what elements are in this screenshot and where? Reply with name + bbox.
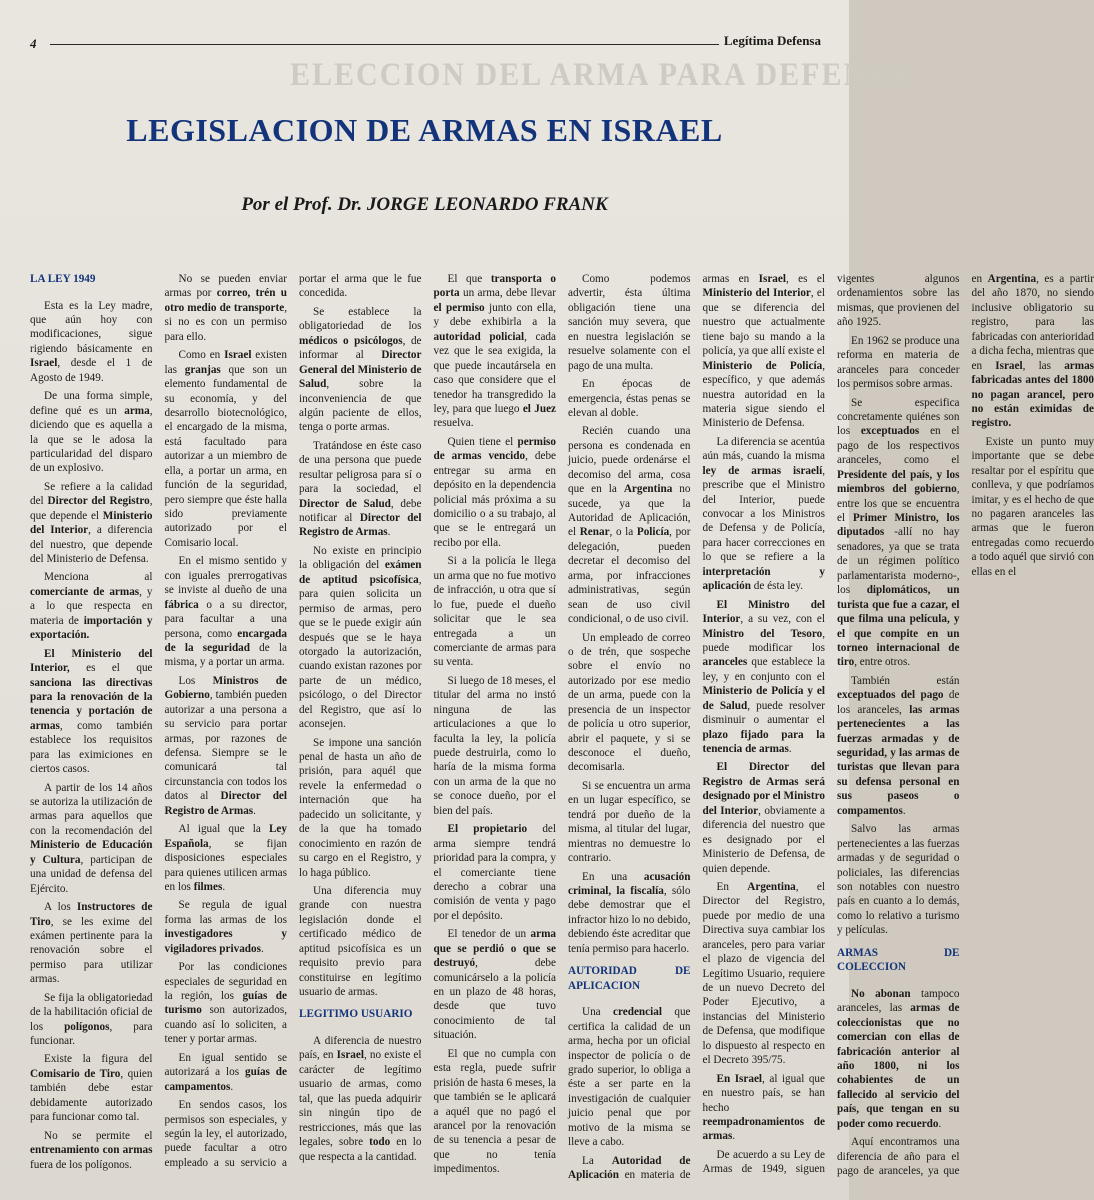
paragraph: No se pueden enviar armas por correo, trén u otro medio de transporte, si no es con un permiso para ello. <box>164 273 287 343</box>
paragraph: El Director del Registro de Armas será designado por el Ministro del Interior, obviamente a diferencia del nuestro que es designado por el Ministerio de Defensa, de quien depende. <box>702 761 826 875</box>
paragraph: En 1962 se produce una reforma en materia de aranceles para conceder los permisos sobre armas. <box>837 334 960 391</box>
paragraph: Como podemos advertir, ésta última obligación tiene una sanción muy severa, que en nuestra legislación se resuelve solamente con el pago de una multa. <box>568 273 691 372</box>
paragraph: El que no cumpla con esta regla, puede sufrir prisión de hasta 6 meses, la que también se le aplicará a aquél que no pagó el arancel por la renovación de su tenencia a pesar de que no tenía impedimentos. <box>433 1047 556 1176</box>
paragraph: Tratándose en éste caso de una persona que puede resultar peligrosa para sí o para la sociedad, el Director de Salud, debe notificar al Director del Registro de Armas. <box>299 439 422 539</box>
paragraph: Por las condiciones especiales de seguridad en la región, los guías de turismo son autorizados, cuando así lo soliciten, a tener y portar armas. <box>164 961 287 1046</box>
section-heading: ARMAS DE COLECCION <box>837 946 960 974</box>
paragraph: En épocas de emergencia, éstas penas se elevan al doble. <box>568 378 691 419</box>
paragraph: De acuerdo a su Ley de Armas de 1949, siguen vigentes algunos ordenamientos sobre las mismas, que provienen del año 1925. <box>702 273 960 1176</box>
paragraph: Existe un punto muy importante que se debe resaltar por el espíritu que conlleva, y que podríamos imitar, y es el hecho de que no pagaren aranceles las armas que le fueron entregadas como recuerdo a todo aquél que sirvió con ellas en el <box>971 435 1094 578</box>
section-heading: LEGITIMO USUARIO <box>299 1008 413 1021</box>
paragraph: No abonan tampoco aranceles, las armas de coleccionistas que no comercian con ellas de fabricación anterior al año 1800, ni los cohabientes de un fallecido al servicio del país, que tengan en su poder como recuerdo. <box>837 987 960 1130</box>
paragraph: A diferencia de nuestro país, en Israel, no existe el carácter de legítimo usuario de armas, como tal, que las pueda adquirir sin ningún tipo de restricciones, más que las legales, sobre todo en lo que respecta a la cantidad. <box>299 1035 422 1163</box>
section-heading: LA LEY 1949 <box>30 273 96 285</box>
paragraph: La diferencia se acentúa aún más, cuando la misma ley de armas israelí, prescribe que el Ministro del Interior, puede convocar a los Ministros de Defensa y de Policía, para hacer correcciones en lo que se refiere a la interpretación y aplicación de ésta ley. <box>702 435 825 593</box>
paragraph: Se fija la obligatoriedad de la habilitación oficial de los polígonos, para funcionar. <box>30 991 153 1047</box>
paragraph: A los Instructores de Tiro, se les exime del exámen pertinente para la renovación sobre el permiso para utilizar armas. <box>30 901 153 986</box>
paragraph: Al igual que la Ley Española, se fijan disposiciones especiales para quienes utilicen armas en los filmes. <box>164 823 287 893</box>
paragraph: El tenedor de un arma que se perdió o que se destruyó, debe comunicárselo a la policía en un plazo de 48 horas, desde que tuvo conocimiento de tal situación. <box>433 928 556 1042</box>
section-heading: AUTORIDAD DE APLICACION <box>568 965 691 992</box>
paragraph: Se especifica concretamente quiénes son los exceptuados en el pago de los respectivos aranceles, como el Presidente del país, y los miembros del gobierno, entre los que se encuentra el Primer Ministro, los diputados -allí no hay senadores, ya que se trata de un régimen político parlamentarista moderno-, los diplomáticos, un turista que fue a cazar, el que filma una película, y el que compite en un torneo internacional de tiro, entre otros. <box>837 396 960 669</box>
paragraph: No existe en principio la obligación del exámen de aptitud psicofísica, para quien solicita un permiso de armas, pero que se le puede exigir aún después que se le haya otorgado la autorización, cuando existan razones por parte de un médico, psicólogo, o del Director del Registro, que así lo aconsejen. <box>299 544 422 731</box>
paragraph: En Israel, al igual que en nuestro país, se han hecho reempadronamientos de armas. <box>702 1072 825 1143</box>
paragraph: El Ministro del Interior, a su vez, con el Ministro del Tesoro, puede modificar los aranceles que establece la ley, y en conjunto con el Ministerio de Policía y el de Salud, puede resolver disminuir o aumentar el plazo fijado para la tenencia de armas. <box>702 598 825 755</box>
paragraph: El Ministerio del Interior, es el que sanciona las directivas para la renovación de la tenencia y portación de armas, como también establece los requisitos para las eximiciones en ciertos casos. <box>30 647 153 776</box>
paragraph: El que transporta o porta un arma, debe llevar el permiso junto con ella, y debe exhibirla a la autoridad policial, cada vez que le sea exigida, la que puede incautársela en caso que considere que el tenedor ha transgredido la ley, para que luego el Juez resuelva. <box>433 273 556 430</box>
paragraph: Si se encuentra un arma en un lugar específico, se tendrá por dueño de la misma, al titular del lugar, mientras no demuestre lo contrario. <box>568 779 691 865</box>
paragraph: Como en Israel existen las granjas que son un elemento fundamental de su economía, y del desarrollo biotecnológico, el encargado de la misma, está facultado para autorizar a un miembro de ella, a portar un arma, en función de la seguridad, pero siempre que éste halla sido previamente autorizado por el Comisario local. <box>164 349 287 549</box>
paragraph: Una credencial que certifica la calidad de un arma, hecha por un oficial inspector de policía o de grado superior, lo obliga a éste a ser parte en la investigación de cualquier juicio penal que por motivo de la misma se lleve a cabo. <box>568 1006 691 1149</box>
running-head: Legítima Defensa <box>723 33 821 48</box>
paragraph: Se impone una sanción penal de hasta un año de prisión, para aquél que revele la enfermedad o internación que ha padecido un solicitante, y de la que ha tomado conocimiento en razón de su cargo en el Registro, y lo haga público. <box>299 736 422 879</box>
paragraph: Si a la policía le llega un arma que no fue motivo de infracción, u otra que sí lo fue, puede el dueño solicitar que le sea entregada a un comerciante de armas para su venta. <box>433 555 556 669</box>
paragraph: En Argentina, el Director del Registro, puede por medio de una Directiva suya cambiar los aranceles, pero para variar el plazo de vigencia del Legítimo Usuario, requiere de un nuevo Decreto del Poder Ejecutivo, a instancias del Ministerio de Defensa, que modifique lo dispuesto al respecto en el Decreto 395/75. <box>702 880 825 1067</box>
show-through-text: ELECCION DEL ARMA PARA DEFENSA <box>290 56 910 93</box>
paragraph: Quien tiene el permiso de armas vencido, debe entregar su arma en depósito en la dependencia policial más próxima a su domicilio o a su trabajo, al que se le entregará un recibo por ella. <box>433 435 557 549</box>
paragraph: Un empleado de correo o de trén, que sospeche sobre el envío no autorizado por ese medio de un arma, puede con la presencia de un inspector de policía u otro superior, abrir el paquete, y si se desconoce el dueño, decomisarla. <box>568 631 691 774</box>
paragraph: De una forma simple, define qué es un arma, diciendo que es aquella a la que se le adosa la particularidad del disparo de un explosivo. <box>30 390 153 475</box>
paragraph: Existe la figura del Comisario de Tiro, quien también debe estar debidamente autorizado para funcionar como tal. <box>30 1053 153 1124</box>
paragraph: En el mismo sentido y con iguales prerrogativas se inviste al dueño de una fábrica o a su director, para facultar a una persona, como encargada de la seguridad de la misma, y a portar un arma. <box>164 555 287 669</box>
paragraph: Los Ministros de Gobierno, también pueden autorizar a una persona a su servicio para portar armas, por razones de defensa. Siempre se le comunicará tal circunstancia con todos los datos al Director del Registro de Armas. <box>164 674 287 817</box>
paragraph: La Autoridad de Aplicación en materia de armas en Israel, es el Ministerio del Interior, el que se diferencia del nuestro que actualmente tiene bajo su mando a la policía, ya que allí existe el Ministerio de Policía, específico, y que además nuestra autoridad en la materia sigue siendo el Ministerio de Defensa. <box>568 273 826 1182</box>
paragraph: En igual sentido se autorizará a los guías de campamentos. <box>164 1051 287 1093</box>
paragraph: También están exceptuados del pago de los aranceles, las armas pertenecientes a las fuerzas armadas y de seguridad, y las armas de turistas que llevan para su defensa personal en sus paseos o compamentos. <box>837 674 960 817</box>
paragraph: En una acusación criminal, la fiscalía, sólo debe demostrar que el infractor hizo lo no debido, debiendo éste acreditar que tenía permiso para hacerlo. <box>568 870 691 955</box>
header-rule <box>50 44 719 45</box>
paragraph: Una diferencia muy grande con nuestra legislación donde el certificado médico de aptitud psicofísica es un requisito previo para constituirse en legítimo usuario de armas. <box>299 884 422 998</box>
paragraph: En sendos casos, los permisos son especiales, y según la ley, el autorizado, puede facultar a otro empleado a su servicio a portar el arma que le fue concedida. <box>164 273 422 1169</box>
article-title: LEGISLACION DE ARMAS EN ISRAEL <box>126 112 723 148</box>
paragraph: El propietario del arma siempre tendrá prioridad para la compra, y el comerciante tiene derecho a cobrar una comisión de venta y pago por el depósito. <box>433 823 557 922</box>
paragraph: Aquí encontramos una diferencia de año para el pago de aranceles, ya que en Argentina, es a partir del año 1870, no siendo inclusive obligatorio su registro, para las fabricadas con anterioridad a dicha fecha, mientras que en Israel, las armas fabricadas antes del 1800 no pagan arancel, pero no están eximidas de registro. <box>837 273 1094 1178</box>
paragraph: Se establece la obligatoriedad de los médicos o psicólogos, de informar al Director General del Ministerio de Salud, sobre la inconveniencia de que algún paciente de ellos, tenga o porte armas. <box>299 305 422 434</box>
paragraph: Recién cuando una persona es condenada en juicio, puede ordenárse el decomiso del arma, cosa que en la Argentina no sucede, ya que la Autoridad de Aplicación, el Renar, o la Policía, por delegación, pueden decretar el decomiso del arma, por infracciones administrativas, según sean de uso civil condicional, o de uso civil. <box>568 425 691 626</box>
article-body <box>30 272 1094 1190</box>
paragraph: A partir de los 14 años se autoriza la utilización de armas para aquellos que con la recomendación del Ministerio de Educación y Cultura, participan de una unidad de defensa del Ejército. <box>30 781 153 895</box>
paragraph: Esta es la Ley madre, que aún hoy con modificaciones, sigue rigiendo básicamente en Israel, desde el 1 de Agosto de 1949. <box>30 299 153 384</box>
article-byline: Por el Prof. Dr. JORGE LEONARDO FRANK <box>241 194 608 215</box>
page-number: 4 <box>30 36 37 51</box>
paragraph: No se permite el entrenamiento con armas fuera de los polígonos. <box>30 1129 153 1171</box>
paragraph: Si luego de 18 meses, el titular del arma no instó ninguna de las articulaciones a que lo faculta la ley, la policía puede destruirla, como lo haría de la misma forma con un arma de la que no se conoce dueño, por el bien del país. <box>433 674 556 817</box>
paragraph: Se refiere a la calidad del Director del Registro, que depende el Ministerio del Interior, a diferencia del nuestro, que depende del Ministerio de Defensa. <box>30 480 153 565</box>
paragraph: Menciona al comerciante de armas, y a lo que respecta en materia de importación y exportación. <box>30 571 153 642</box>
paragraph: Se regula de igual forma las armas de los investigadores y vigiladores privados. <box>164 899 287 955</box>
paragraph: Salvo las armas pertenecientes a las fuerzas armadas y de seguridad o policiales, las diferencias son notables con nuestro país en cuanto a lo demás, como lo relativo a turismo y películas. <box>837 823 960 937</box>
